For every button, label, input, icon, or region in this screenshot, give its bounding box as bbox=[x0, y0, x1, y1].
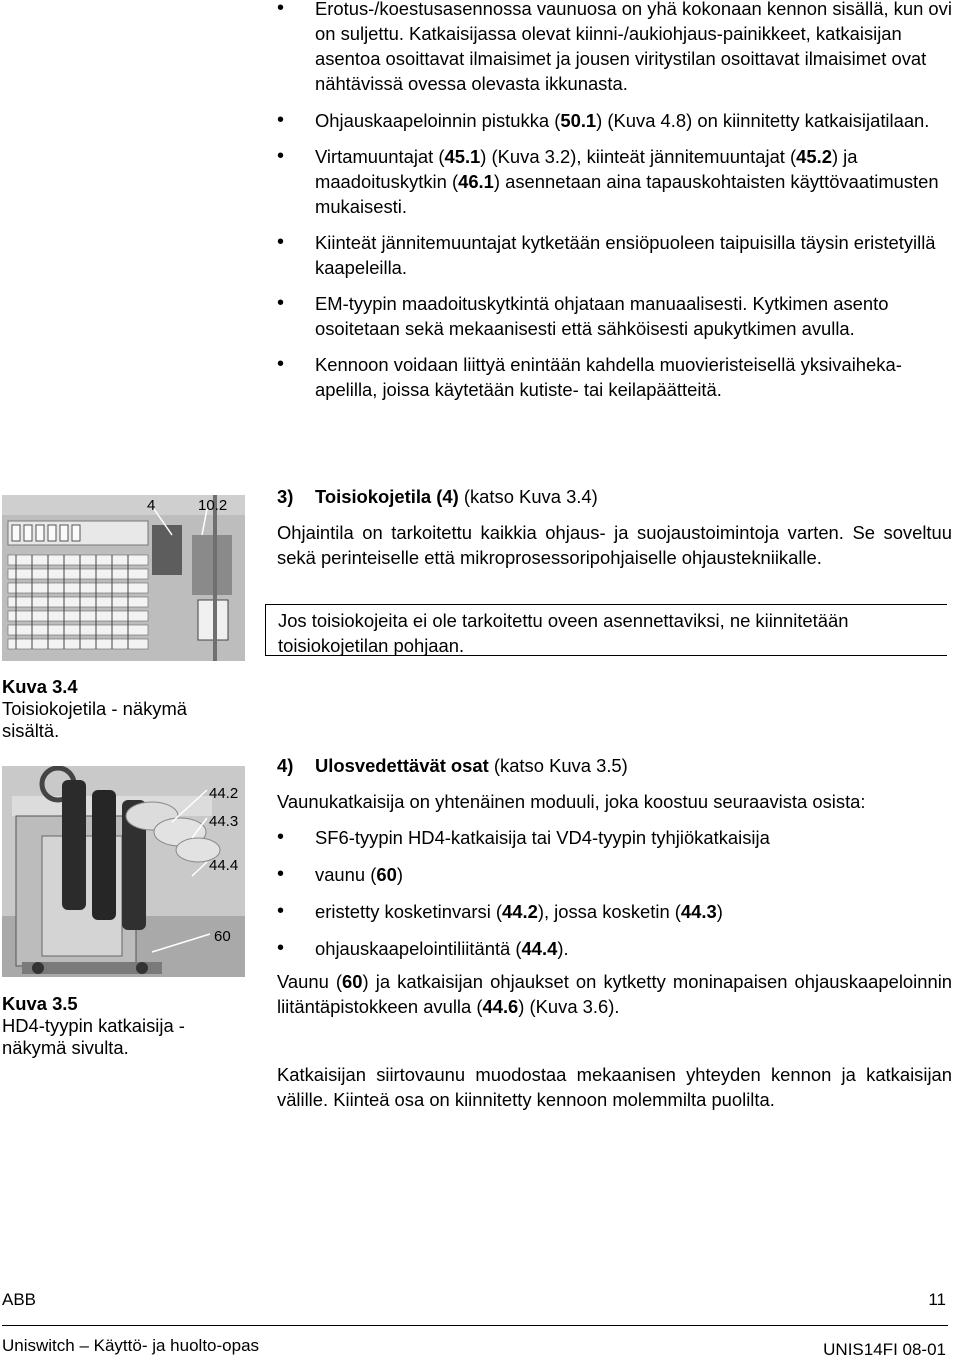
section-4-paragraph-3: Katkaisijan siirtovaunu muodostaa mekaanisen yhteyden kennon ja katkaisijan välille. Kiinteä osa on kiinnitetty kennoon molemmilta puolilta. bbox=[277, 1064, 952, 1110]
figure-label: 60 bbox=[214, 928, 231, 945]
bullet-item bbox=[277, 291, 952, 341]
document-code: UNIS14FI 08-01 bbox=[823, 1340, 946, 1359]
bullet-text: vaunu (60) bbox=[315, 864, 403, 885]
footer-top-row bbox=[2, 1290, 948, 1310]
bullet-text: Virtamuuntajat (45.1) (Kuva 3.2), kiinteät jännitemuuntajat (45.2) ja maadoituskytkin (46.1) asennetaan aina tapauskohtaisten käyttövaatimusten mukaisesti. bbox=[315, 146, 939, 217]
caption-title: Kuva 3.5 bbox=[2, 993, 78, 1014]
bullet-item bbox=[277, 352, 952, 402]
bullet-item bbox=[277, 230, 952, 280]
bullet-text: ohjauskaapelointiliitäntä (44.4). bbox=[315, 938, 569, 959]
figure-label: 4 bbox=[147, 497, 156, 514]
section-4-bullet-list bbox=[277, 825, 952, 961]
note-box bbox=[265, 604, 947, 656]
page-number: 11 bbox=[928, 1290, 946, 1309]
figure-label: 44.4 bbox=[209, 857, 239, 874]
figure-3-5-caption bbox=[2, 993, 217, 1059]
note-text: Jos toisiokojeita ei ole tarkoitettu oveen asennettaviksi, ne kiinnitetään toisiokojetilan pohjaan. bbox=[278, 610, 849, 656]
top-bullet-list bbox=[277, 0, 952, 402]
section-4 bbox=[277, 753, 952, 1112]
section-ref: (katso Kuva 3.5) bbox=[488, 755, 628, 776]
figure-3-4-photo bbox=[2, 495, 245, 661]
section-ref: (katso Kuva 3.4) bbox=[458, 486, 598, 507]
figure-3-4-caption bbox=[2, 676, 212, 742]
bullet-text: EM-tyypin maadoituskytkintä ohjataan manuaalisesti. Kytkimen asento osoitetaan sekä mekaanisesti että sähköisesti apukytkimen avulla. bbox=[315, 293, 889, 339]
figure-label: 10.2 bbox=[198, 497, 228, 514]
section-4-paragraph-1: Vaunukatkaisija on yhtenäinen moduuli, joka koostuu seuraavista osista: bbox=[277, 791, 866, 812]
section-number: 4) bbox=[277, 755, 294, 776]
figure-3-5-photo bbox=[2, 766, 245, 977]
bullet-item bbox=[277, 825, 952, 850]
section-3-paragraph: Ohjaintila on tarkoitettu kaikkia ohjaus- ja suojaustoimintoja varten. Se soveltuu sekä perinteiselle että mikroprosessoripohjaiselle ohjaustekniikalle. bbox=[277, 522, 952, 568]
bullet-item bbox=[277, 144, 952, 219]
bullet-text: Kennoon voidaan liittyä enintään kahdella muovieristeisellä yksivaihekaapelilla, joissa käytetään kutiste- tai keilapäätteitä. bbox=[315, 354, 902, 400]
section-4-paragraph-2: Vaunu (60) ja katkaisijan ohjaukset on kytketty moninapaisen ohjauskaapeloinnin liitäntäpistokkeen avulla (44.6) (Kuva 3.6). bbox=[277, 971, 953, 1017]
bullet-item bbox=[277, 936, 952, 961]
figure-label: 44.3 bbox=[209, 813, 239, 830]
section-title: Ulosvedettävät osat bbox=[315, 755, 489, 776]
caption-text: Toisiokojetila - näkymä sisältä. bbox=[2, 698, 188, 741]
bullet-item bbox=[277, 108, 952, 133]
bullet-item bbox=[277, 899, 952, 924]
section-number: 3) bbox=[277, 486, 294, 507]
document-title: Uniswitch – Käyttö- ja huolto-opas bbox=[2, 1336, 260, 1355]
section-3-heading bbox=[277, 484, 952, 509]
caption-title: Kuva 3.4 bbox=[2, 676, 78, 697]
main-column-top bbox=[277, 0, 952, 402]
bullet-text: Erotus-/koestusasennossa vaunuosa on yhä kokonaan kennon sisällä, kun ovi on suljettu. Katkaisijassa olevat kiinni-/aukiohjaus-painikkeet, katkaisijan asentoa osoittavat ilmaisimet ja jousen viritystilan osoittavat ilmaisimet ovat nähtävissä ovessa olevasta ikkunasta. bbox=[315, 0, 952, 94]
footer-brand: ABB bbox=[2, 1290, 37, 1309]
caption-text: HD4-tyypin katkaisija - näkymä sivulta. bbox=[2, 1015, 185, 1058]
section-3 bbox=[277, 484, 952, 570]
footer-bottom-row bbox=[2, 1336, 948, 1359]
bullet-item bbox=[277, 862, 952, 887]
bullet-text: Kiinteät jännitemuuntajat kytketään ensiöpuoleen taipuisilla täysin eristetyillä kaapeleilla. bbox=[315, 232, 936, 278]
bullet-text: SF6-tyypin HD4-katkaisija tai VD4-tyypin tyhjiökatkaisija bbox=[315, 827, 770, 848]
section-4-heading bbox=[277, 753, 952, 778]
bullet-text: Ohjauskaapeloinnin pistukka (50.1) (Kuva 4.8) on kiinnitetty katkaisijatilaan. bbox=[315, 110, 930, 131]
section-title: Toisiokojetila (4) bbox=[315, 486, 459, 507]
footer-divider bbox=[2, 1325, 948, 1326]
figure-label: 44.2 bbox=[209, 785, 239, 802]
bullet-item bbox=[277, 0, 952, 96]
bullet-text: eristetty kosketinvarsi (44.2), jossa kosketin (44.3) bbox=[315, 901, 723, 922]
